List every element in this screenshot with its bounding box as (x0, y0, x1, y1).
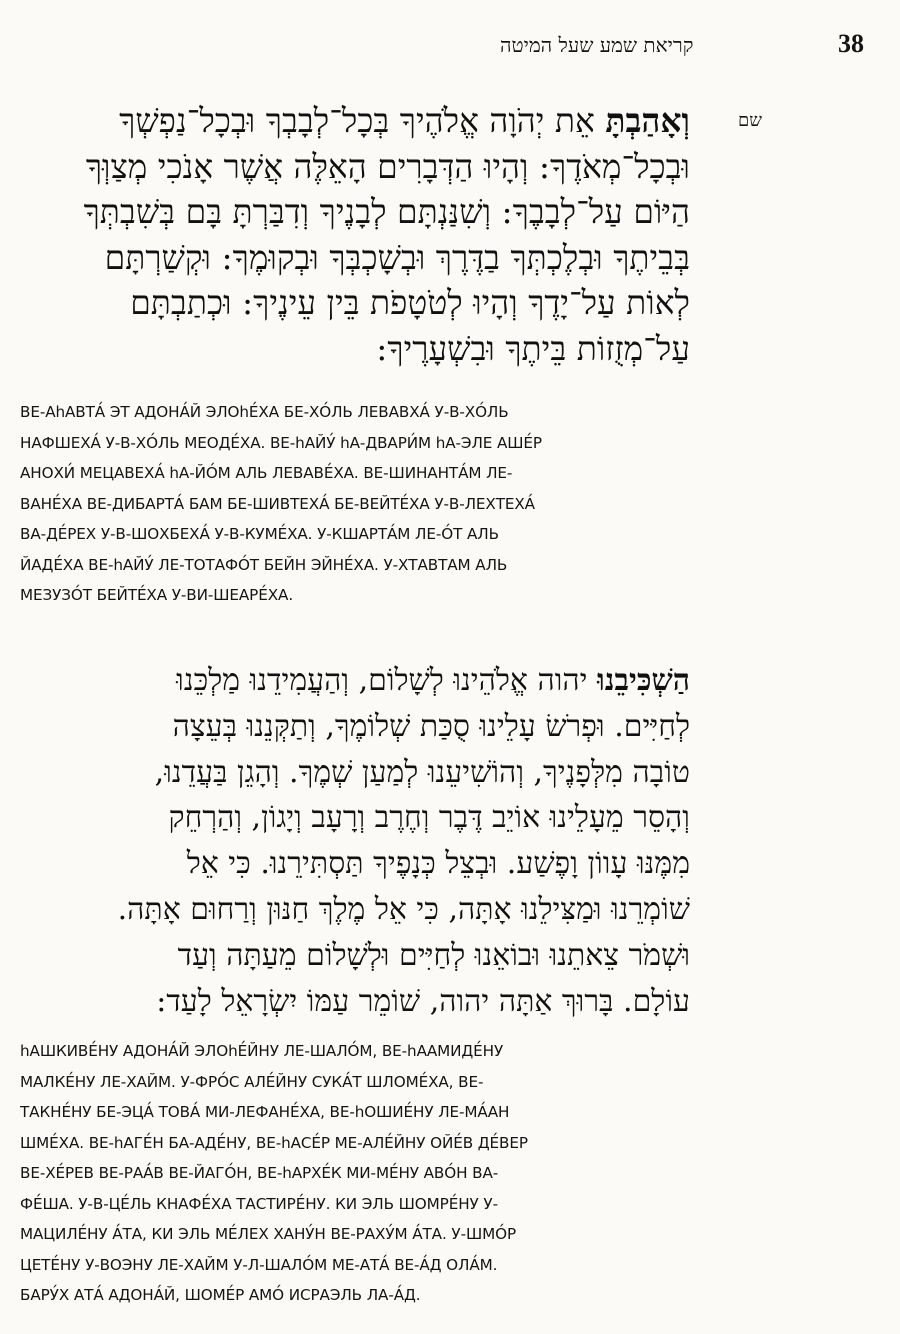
running-header-title: קריאת שמע שעל המיטה (500, 33, 694, 57)
hebrew-line (18, 98, 690, 144)
transliteration-line: ШМЕ́ХА. ВЕ-hАГЕ́Н БА-АДЕ́НУ, ВЕ-hАСЕ́Р МЕ-АЛЕ́ЙНУ ОЙЕ́В ДЕ́ВЕР (20, 1133, 528, 1152)
transliteration-line: АНОХИ́ МЕЦАВЕХА́ hА-ЙО́М АЛЬ ЛЕВАВЕ́ХА. ВЕ-ШИНАНТА́М ЛЕ- (20, 464, 513, 482)
hebrew-line: וּבְכָל־מְאֹדֶךָ: וְהָיוּ הַדְּבָרִים הָאֵלֶּה אֲשֶׁר אָנֹכִי מְצַוְּךָ (85, 146, 690, 186)
transliteration-line: hАШКИВЕ́НУ АДОНА́Й ЭЛОhЕ́ЙНУ ЛЕ-ШАЛО́М, ВЕ-hААМИДЕ́НУ (20, 1042, 504, 1060)
hebrew-line: לְאוֹת עַל־יָדֶךָ וְהָיוּ לְטֹטָפֹת בֵּין עֵינֶיךָ: וּכְתַבְתָּם (130, 283, 690, 322)
transliteration-line: ВАНЕ́ХА ВЕ-ДИБАРТА́ БАМ БЕ-ШИВТЕХА́ БЕ-ВЕЙТЕ́ХА У-В-ЛЕХТЕХА́ (20, 494, 535, 513)
opening-word: הַשְׁכִּיבֵנוּ (597, 663, 690, 698)
hebrew-line-text: אֵת יְהֹוָה אֱלֹהֶיךָ בְּכָל־לְבָבְךָ וּבְכָל־נַפְשְׁךָ (119, 101, 595, 140)
hebrew-line: טוֹבָה מִלְּפָנֶיךָ, וְהוֹשִׁיעֵנוּ לְמַעַן שְׁמֶךָ. וְהָגֵן בַּעֲדֵנוּ, (154, 754, 690, 790)
transliteration-line: БАРУ́Х АТА́ АДОНА́Й, ШОМЕ́Р АМО́ ИСРАЭЛЬ ЛА-А́Д. (20, 1286, 421, 1304)
hebrew-line: לְחַיִּים. וּפְרֹשׂ עָלֵינוּ סֻכַּת שְׁלוֹמֶךָ, וְתַקְּנֵנוּ בְּעֵצָה (172, 708, 690, 744)
transliteration-line: НАФШЕХА́ У-В-ХО́ЛЬ МЕОДЕ́ХА. ВЕ-hАЙУ́ hА-ДВАРИ́М hА-ЭЛЕ АШЕ́Р (20, 433, 542, 452)
hashkiveinu-transliteration (20, 1036, 688, 1311)
shema-transliteration (20, 397, 688, 611)
hebrew-line: בְּבֵיתֶךָ וּבְלֶכְתְּךָ בַדֶּרֶךְ וּבְשָׁכְבְּךָ וּבְקוּמֶךָ: וּקְשַׁרְתָּם (104, 237, 690, 277)
opening-word: וְאָהַבְתָּ (605, 101, 690, 140)
shema-hebrew-text (18, 98, 690, 371)
hebrew-line: שׁוֹמְרֵנוּ וּמַצִּילֵנוּ אָתָּה, כִּי אֵל מֶלֶךְ חַנּוּן וְרַחוּם אָתָּה. (117, 891, 690, 927)
hebrew-line-text: יהוה אֱלֹהֵינוּ לְשָׁלוֹם, וְהַעֲמִידֵנוּ מַלְכֵּנוּ (176, 663, 588, 698)
transliteration-line: МАЦИЛЕ́НУ А́ТА, КИ ЭЛЬ МЕ́ЛЕХ ХАНУ́Н ВЕ-РАХУ́М А́ТА. У-ШМО́Р (20, 1225, 517, 1243)
transliteration-line: ТАКНЕ́НУ БЕ-ЭЦА́ ТОВА́ МИ-ЛЕФАНЕ́ХА, ВЕ-hОШИЕ́НУ ЛЕ-МА́АН (20, 1103, 510, 1121)
transliteration-line: МАЛКЕ́НУ ЛЕ-ХАЙМ. У-ФРО́С АЛЕ́ЙНУ СУКА́Т ШЛОМЕ́ХА, ВЕ- (20, 1072, 484, 1091)
hebrew-line: עַל־מְזֻזוֹת בֵּיתֶךָ וּבִשְׁעָרֶיךָ: (376, 328, 690, 368)
hebrew-line: עוֹלָם. בָּרוּךְ אַתָּה יהוה, שׁוֹמֵר עַמּוֹ יִשְׂרָאֵל לָעַד: (156, 983, 690, 1019)
transliteration-line: ВЕ-ХЕ́РЕВ ВЕ-РАА́В ВЕ-ЙАГО́Н, ВЕ-hАРХЕ́К МИ-МЕ́НУ АВО́Н ВА- (20, 1164, 499, 1182)
source-reference-mark: שם (738, 110, 762, 131)
transliteration-line: МЕЗУЗО́Т БЕЙТЕ́ХА У-ВИ-ШЕАРЕ́ХА. (20, 586, 294, 604)
hashkiveinu-hebrew-text (18, 658, 690, 1024)
hebrew-line: וְהָסֵר מֵעָלֵינוּ אוֹיֵב דֶּבֶר וְחֶרֶב וְרָעָב וְיָגוֹן, וְהַרְחֵק (168, 800, 690, 836)
hebrew-line: וּשְׁמֹר צֵאתֵנוּ וּבוֹאֵנוּ לְחַיִּים וּלְשָׁלוֹם מֵעַתָּה וְעַד (177, 937, 690, 973)
transliteration-line: ЙАДЕ́ХА ВЕ-hАЙУ́ ЛЕ-ТОТАФО́Т БЕЙН ЭЙНЕ́ХА. У-ХТАВТАМ АЛЬ (20, 555, 508, 574)
hebrew-line: הַיּוֹם עַל־לְבָבֶךָ: וְשִׁנַּנְתָּם לְבָנֶיךָ וְדִבַּרְתָּ בָּם בְּשִׁבְתְּךָ (83, 192, 690, 231)
transliteration-line: ФЕ́ША. У-В-ЦЕ́ЛЬ КНАФЕ́ХА ТАСТИРЕ́НУ. КИ ЭЛЬ ШОМРЕ́НУ У- (20, 1194, 498, 1213)
page-number: 38 (838, 29, 864, 58)
transliteration-line: ЦЕТЕ́НУ У-ВОЭНУ ЛЕ-ХАЙМ У-Л-ШАЛО́М МЕ-АТА́ ВЕ-А́Д ОЛА́М. (20, 1255, 498, 1274)
hebrew-line (18, 658, 690, 704)
hebrew-line: מִמֶּנּוּ עָווֹן וָפֶשַׁע. וּבְצֵל כְּנָפֶיךָ תַּסְתִּירֵנוּ. כִּי אֵל (186, 846, 690, 882)
transliteration-line: ВЕ-АhАВТА́ ЭТ АДОНА́Й ЭЛОhЕ́ХА БЕ-ХО́ЛЬ ЛЕВАВХА́ У-В-ХО́ЛЬ (20, 403, 509, 421)
transliteration-line: ВА-ДЕ́РЕХ У-В-ШОХБЕХА́ У-В-КУМЕ́ХА. У-КШАРТА́М ЛЕ-О́Т АЛЬ (20, 525, 499, 543)
